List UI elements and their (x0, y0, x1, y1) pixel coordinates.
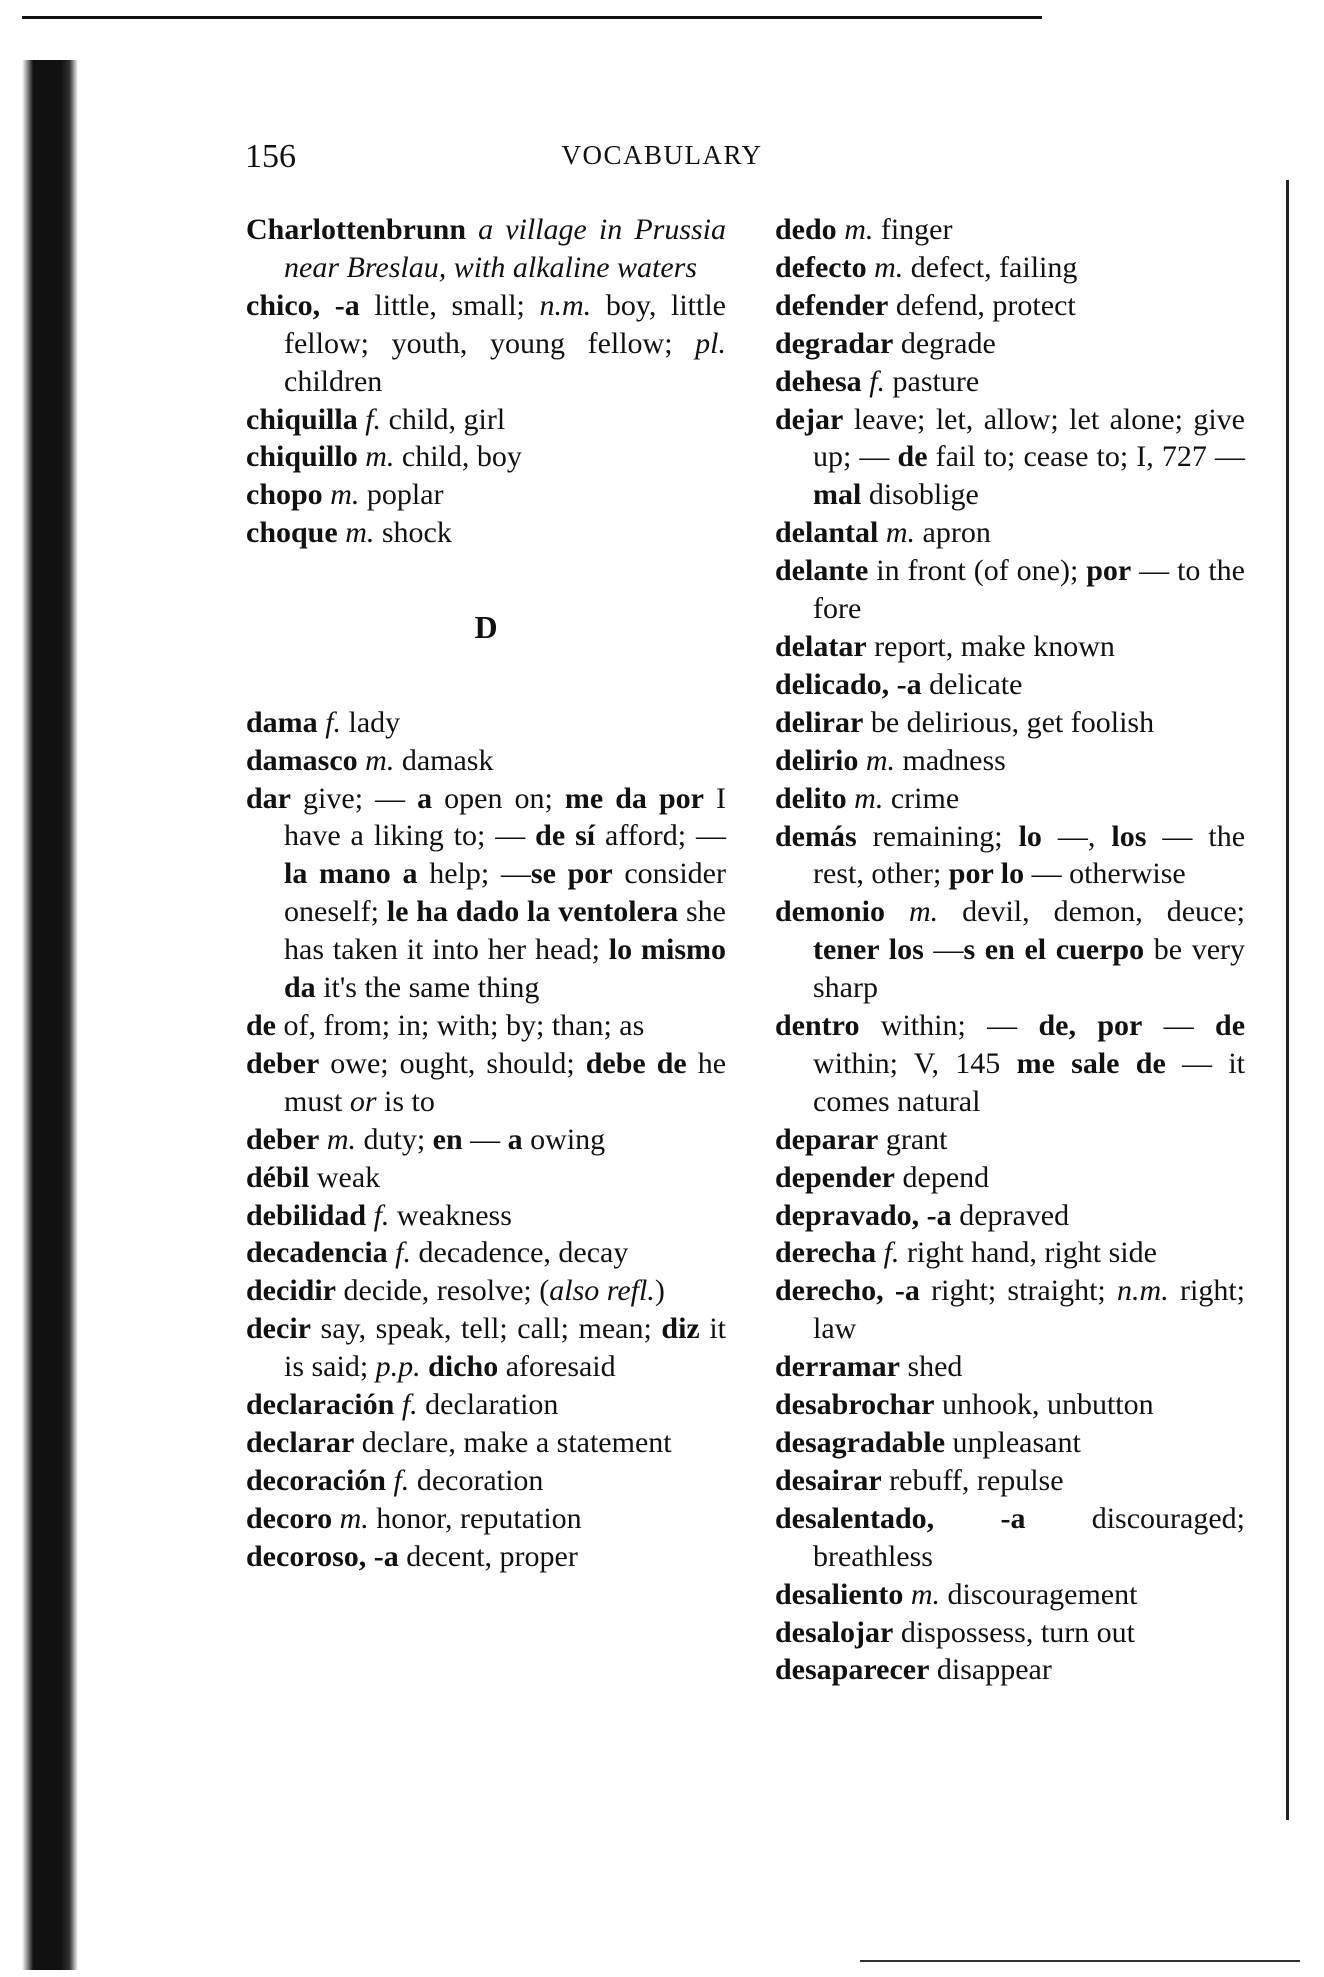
definition-text (466, 213, 478, 246)
definition-text (394, 1388, 402, 1421)
definition-text: disoblige (861, 478, 979, 512)
grammar-note: m. (854, 781, 884, 815)
vocabulary-entry (775, 1386, 1245, 1424)
grammar-note: or (349, 1084, 377, 1118)
vocabulary-entry (246, 514, 726, 552)
headword: desagradable (775, 1426, 946, 1459)
definition-text (366, 1199, 374, 1232)
definition-text: consider oneself; (284, 857, 726, 929)
phrase: de (897, 440, 928, 474)
scan-binding-shadow (22, 60, 78, 1970)
definition-text: finger (873, 213, 953, 246)
grammar-note: m. (909, 895, 939, 929)
definition-text: depend (895, 1160, 990, 1194)
vocabulary-entry (246, 211, 726, 287)
vocabulary-entry (246, 1538, 726, 1576)
headword: delirio (775, 743, 859, 777)
phrase: diz (661, 1312, 700, 1346)
definition-text (319, 1123, 327, 1156)
definition-text: is to (376, 1084, 435, 1118)
definition-text: rebuff, repulse (881, 1463, 1064, 1497)
definition-text: ) (654, 1274, 665, 1308)
definition-text: lady (341, 705, 401, 739)
definition-text: unpleasant (945, 1426, 1081, 1459)
phrase: la mano a (284, 857, 418, 891)
grammar-note: m. (326, 1122, 356, 1156)
definition-text: in front (of one); (868, 554, 1087, 588)
headword: chiquilla (246, 402, 358, 436)
headword: choque (246, 516, 338, 550)
section-letter: D (474, 609, 498, 646)
definition-text (885, 895, 909, 928)
definition-text: apron (915, 516, 991, 550)
definition-text: honor, reputation (368, 1501, 582, 1535)
vocabulary-entry (775, 1197, 1245, 1235)
headword: decoro (246, 1501, 333, 1535)
headword: delito (775, 781, 847, 815)
phrase: tener los (813, 933, 924, 967)
definition-text: shed (899, 1350, 963, 1384)
vocabulary-entry (246, 742, 726, 780)
headword: desabrochar (775, 1388, 935, 1422)
headword: chico, -a (246, 288, 360, 322)
definition-text: be very sharp (813, 933, 1246, 1005)
definition-text: child, boy (394, 440, 522, 474)
definition-text: aforesaid (498, 1350, 616, 1384)
definition-text: discouraged; breathless (813, 1501, 1245, 1573)
phrase: lo mismo da (284, 933, 726, 1005)
vocabulary-entry (246, 1386, 726, 1424)
definition-text: it is said; (284, 1312, 726, 1384)
vocabulary-column-left (246, 211, 726, 1576)
vocabulary-entry (775, 1614, 1245, 1652)
vocabulary-entry (246, 476, 726, 514)
definition-text: child, girl (381, 402, 506, 436)
definition-text: delicate (921, 667, 1023, 701)
definition-text: right; straight; (919, 1274, 1118, 1308)
vocabulary-entry (775, 666, 1245, 704)
headword: delatar (775, 629, 867, 663)
definition-text: it's the same thing (315, 971, 540, 1005)
vocabulary-entry (246, 1007, 726, 1045)
headword: derecha (775, 1236, 877, 1270)
grammar-note: m. (330, 478, 360, 512)
grammar-note: m. (365, 440, 395, 474)
headword: chopo (246, 478, 323, 512)
headword: delante (775, 554, 869, 588)
phrase: dicho (428, 1350, 499, 1384)
vocabulary-entry (775, 1159, 1245, 1197)
definition-text (876, 1236, 884, 1269)
vocabulary-entry (246, 438, 726, 476)
definition-text: crime (883, 781, 960, 815)
running-head: VOCABULARY (561, 140, 763, 170)
vocabulary-entry (775, 287, 1245, 325)
headword: declarar (246, 1425, 355, 1459)
headword: chiquillo (246, 440, 358, 474)
definition-text: grant (878, 1122, 948, 1156)
definition-text: within; V, 145 (813, 1046, 1017, 1080)
vocabulary-entry (775, 893, 1245, 1007)
vocabulary-entry (775, 514, 1245, 552)
headword: débil (246, 1160, 310, 1194)
phrase: se por (530, 857, 613, 891)
vocabulary-entry (246, 1500, 726, 1538)
headword: dehesa (775, 364, 862, 398)
definition-text: declare, make a statement (354, 1425, 672, 1459)
vocabulary-entry (775, 1651, 1245, 1689)
headword: desalojar (775, 1615, 894, 1649)
scan-top-edge (22, 16, 1042, 19)
phrase: por (1086, 554, 1132, 588)
headword: defecto (775, 250, 867, 284)
vocabulary-entry (775, 1234, 1245, 1272)
definition-text: dispossess, turn out (893, 1615, 1136, 1649)
definition-text: shock (374, 516, 452, 550)
grammar-note: p.p. (375, 1350, 421, 1384)
definition-text: — to the fore (813, 554, 1245, 626)
vocabulary-entry (775, 401, 1245, 515)
vocabulary-entry (775, 325, 1245, 363)
definition-text: unhook, unbutton (934, 1388, 1154, 1422)
definition-text (332, 1502, 340, 1535)
phrase: de sí (535, 819, 596, 853)
definition-text: I have a liking to; — (284, 781, 726, 853)
definition-text: — it comes natural (813, 1046, 1246, 1118)
headword: debilidad (246, 1198, 367, 1232)
headword: damasco (246, 743, 358, 777)
headword: depender (775, 1160, 895, 1194)
headword: defender (775, 288, 889, 322)
phrase: de, por (1038, 1009, 1143, 1043)
vocabulary-entry (775, 363, 1245, 401)
definition-text: be delirious, get foolish (863, 705, 1155, 739)
phrase: s en el cuerpo (963, 933, 1145, 967)
vocabulary-entry (775, 249, 1245, 287)
definition-text: of, from; in; with; by; than; as (276, 1009, 645, 1042)
vocabulary-entry (775, 211, 1245, 249)
phrase: me da por (564, 781, 704, 815)
vocabulary-entry (246, 1159, 726, 1197)
definition-text: weakness (389, 1198, 512, 1232)
definition-text: right; law (813, 1274, 1245, 1346)
definition-text: open on; (432, 781, 565, 815)
definition-text: degrade (893, 326, 996, 360)
headword: dama (246, 705, 318, 739)
definition-text: devil, demon, deuce; (938, 895, 1246, 929)
definition-text: she has taken it into her head; (284, 895, 727, 967)
headword: delicado, -a (775, 667, 922, 701)
vocabulary-entry (775, 780, 1245, 818)
definition-text: remaining; (856, 819, 1019, 853)
headword: dentro (775, 1009, 860, 1043)
page-number: 156 (245, 138, 296, 175)
headword: deparar (775, 1122, 879, 1156)
definition-text: decoration (409, 1463, 544, 1497)
vocabulary-entry (775, 1272, 1245, 1348)
definition-text: owe; ought, should; (319, 1046, 586, 1080)
grammar-note: m. (910, 1577, 941, 1611)
vocabulary-entry (775, 628, 1245, 666)
headword: desairar (775, 1463, 882, 1497)
grammar-note: m. (365, 743, 395, 777)
headword: dar (246, 781, 291, 815)
headword: degradar (775, 326, 894, 360)
grammar-note: f. (373, 1198, 390, 1232)
headword: desalentado, -a (775, 1501, 1026, 1535)
definition-text: — (1142, 1009, 1216, 1043)
headword: dejar (775, 402, 844, 436)
definition-text (878, 516, 886, 549)
definition-text: declaration (417, 1388, 559, 1422)
vocabulary-entry (246, 704, 726, 742)
vocabulary-entry (246, 1234, 726, 1272)
headword: depravado, -a (775, 1198, 952, 1232)
definition-text: weak (309, 1160, 381, 1194)
headword: decir (246, 1312, 311, 1346)
definition-text: right hand, right side (899, 1236, 1157, 1270)
vocabulary-column-right (775, 211, 1245, 1689)
grammar-note: f. (393, 1463, 410, 1497)
headword: Charlottenbrunn (246, 213, 467, 246)
vocabulary-entry (246, 1424, 726, 1462)
definition-text: leave; let, allow; let alone; give up; — (813, 402, 1245, 474)
headword: desaliento (775, 1577, 904, 1611)
grammar-note: m. (345, 516, 375, 550)
grammar-note: n.m. (1117, 1274, 1169, 1308)
vocabulary-entry (246, 1045, 726, 1121)
definition-text: decadence, decay (411, 1236, 629, 1270)
definition-text: depraved (951, 1198, 1070, 1232)
definition-text: damask (394, 743, 494, 777)
headword: decoroso, -a (246, 1539, 399, 1573)
vocabulary-entry (775, 552, 1245, 628)
definition-text: poplar (359, 478, 444, 512)
vocabulary-entry (246, 1310, 726, 1386)
headword: demonio (775, 895, 886, 929)
definition-text: fail to; cease to; I, 727 — (927, 440, 1245, 474)
definition-text (903, 1578, 911, 1611)
definition-text: — (462, 1122, 508, 1156)
headword: deber (246, 1122, 320, 1156)
headword: deber (246, 1046, 320, 1080)
vocabulary-entry (246, 1197, 726, 1235)
grammar-note: f. (869, 364, 886, 398)
headword: desaparecer (775, 1653, 930, 1687)
scan-right-edge (1286, 180, 1289, 1820)
definition-text: children (284, 364, 383, 398)
phrase: mal (813, 478, 862, 512)
headword: delirar (775, 705, 864, 739)
grammar-note: f. (365, 402, 382, 436)
phrase: de (1215, 1009, 1246, 1043)
definition-text: decide, resolve; ( (336, 1274, 550, 1308)
headword: decadencia (246, 1236, 388, 1270)
headword: delantal (775, 516, 879, 550)
definition-text: — (923, 933, 964, 967)
definition-text: give; — (291, 781, 418, 815)
definition-text: say, speak, tell; call; mean; (310, 1312, 662, 1346)
definition-text: pasture (885, 364, 980, 398)
vocabulary-entry (775, 704, 1245, 742)
definition-text: disappear (929, 1653, 1052, 1687)
grammar-note: a village in Prussia near Breslau, with alkaline waters (284, 213, 727, 284)
definition-text: — otherwise (1024, 857, 1186, 891)
definition-text (867, 251, 875, 284)
vocabulary-entry (775, 1576, 1245, 1614)
vocabulary-entry (246, 780, 726, 1007)
definition-text: boy, little fellow; youth, young fellow; (284, 288, 727, 360)
definition-text: report, make known (866, 629, 1115, 663)
vocabulary-entry (775, 1424, 1245, 1462)
grammar-note: n.m. (539, 288, 592, 322)
vocabulary-entry (775, 1500, 1245, 1576)
definition-text: within; — (859, 1009, 1039, 1043)
definition-text: —, (1041, 819, 1112, 853)
headword: dedo (775, 213, 837, 246)
headword: derecho, -a (775, 1274, 920, 1308)
definition-text: — the rest, other; (813, 819, 1246, 891)
vocabulary-entry (775, 1348, 1245, 1386)
grammar-note: pl. (695, 326, 726, 360)
phrase: en (432, 1122, 463, 1156)
headword: de (246, 1009, 276, 1042)
headword: decidir (246, 1274, 336, 1308)
phrase: a (417, 781, 433, 815)
definition-text: defend, protect (888, 288, 1076, 322)
vocabulary-entry (775, 1462, 1245, 1500)
headword: demás (775, 819, 857, 853)
definition-text (858, 744, 866, 777)
grammar-note: f. (325, 705, 342, 739)
definition-text: afford; — (595, 819, 726, 853)
phrase: por lo (948, 857, 1025, 891)
definition-text: discouragement (940, 1577, 1138, 1611)
vocabulary-entry (246, 1462, 726, 1500)
vocabulary-entry (775, 1121, 1245, 1159)
grammar-note: m. (874, 250, 904, 284)
grammar-note: f. (883, 1236, 900, 1270)
phrase: me sale de (1016, 1046, 1166, 1080)
grammar-note: also refl. (549, 1274, 655, 1308)
definition-text: help; — (417, 857, 531, 891)
vocabulary-entry (246, 401, 726, 439)
grammar-note: m. (339, 1501, 369, 1535)
definition-text: duty; (356, 1122, 433, 1156)
vocabulary-entry (246, 1121, 726, 1159)
phrase: debe de (585, 1046, 687, 1080)
headword: decoración (246, 1463, 386, 1497)
grammar-note: f. (401, 1388, 418, 1422)
phrase: lo (1018, 819, 1042, 853)
grammar-note: m. (865, 743, 895, 777)
grammar-note: m. (885, 516, 916, 550)
phrase: los (1111, 819, 1147, 853)
definition-text: decent, proper (398, 1539, 578, 1573)
scan-bottom-edge (860, 1960, 1300, 1962)
grammar-note: f. (395, 1236, 411, 1270)
vocabulary-entry (246, 287, 726, 401)
grammar-note: m. (844, 213, 874, 246)
vocabulary-entry (775, 1007, 1245, 1121)
definition-text: he must (284, 1046, 727, 1118)
phrase: a (507, 1122, 523, 1156)
vocabulary-entry (246, 1272, 726, 1310)
definition-text: madness (895, 743, 1006, 777)
definition-text: owing (522, 1122, 606, 1156)
vocabulary-entry (775, 818, 1245, 894)
vocabulary-entry (775, 742, 1245, 780)
definition-text: defect, failing (903, 250, 1078, 284)
headword: declaración (246, 1388, 395, 1422)
headword: derramar (775, 1350, 900, 1384)
phrase: le ha dado la ventolera (386, 895, 679, 929)
definition-text: little, small; (359, 288, 540, 322)
